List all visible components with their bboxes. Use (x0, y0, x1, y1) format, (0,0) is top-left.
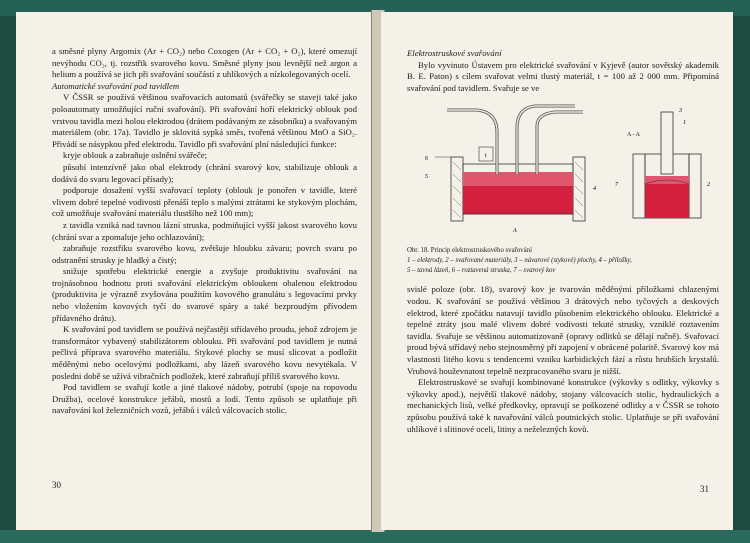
paragraph: Elektrostruskové se svařují kombinované konstrukce (výkovky s odlitky, výkovky s výkovky apod.), největší tlakové nádoby, stojany válcovacích stolic, hydraulických a mechanických lisů, velké předkovky, opravují se poškozené odlitky a v ČSSR se tohoto způsobu používá také k navařování válců poutnických stolic. Uplatňuje se při svařování uhlíkové i slitinové oceli, litiny a neželezných kovů. (407, 377, 719, 434)
figure-electroslag-welding (407, 102, 719, 237)
thickness-label: t (485, 153, 487, 160)
section-heading: Automatické svařování pod tavidlem (52, 80, 180, 91)
right-page-text (407, 284, 719, 435)
right-page (381, 12, 733, 530)
paragraph: z tavidla vzniká nad tavnou lázní struska, podmiňující vyšší jakost svarového kovu (chrání svar a zpomaluje jeho ochlazování); (52, 219, 357, 242)
paragraph: kryje oblouk a zabraňuje oslnění svářeče; (63, 150, 208, 161)
label-7: 7 (615, 182, 618, 189)
paragraph: působí intenzívně jako obal elektrody (chrání svarový kov, stabilizuje oblouk a dodává do svaru legovací přísady); (52, 161, 357, 184)
paragraph: K svařování pod tavidlem se používá nejčastěji střídavého proudu, jehož zdrojem je transformátor vybavený stabilizátorem oblouku. Při svařování pod tavidlem je nutná pečlivá příprava svarového materiálu. Stykové plochy se musí slicovat a podložit měděnými nebo ocelovými podložkami, aby lázeň svarového kovu nevytékala. V posledni době se užívá vibračních podložek, které zabraňují příliš svarového kovu. (52, 324, 357, 381)
weld-metal-zone (463, 182, 573, 214)
paragraph: podporuje dosažení vyšší svařovací teploty (oblouk je ponořen v tavidle, které vlivem dobré tepelné vodivosti přenáší teplo s malými ztrátami ke stykovým plochám, což umožňuje svařování materiálu tlustšího než 100 mm); (52, 185, 357, 219)
right-page-number: 31 (700, 484, 709, 494)
caption-title: Obr. 18. Princip elektrostruskového svařování (407, 247, 532, 255)
left-page-number: 30 (52, 480, 61, 490)
left-page (16, 12, 373, 530)
left-page-text (52, 46, 357, 417)
section-heading: Elektrostruskové svařování (407, 48, 502, 58)
paragraph: svislé poloze (obr. 18), svarový kov je tvarován měděnými příložkami chlazenými vodou. K svařování se používá většinou 3 drátových nebo tyčových a deskových elektrod, které zpočátku natavují tavidlo působením elektrického oblouku. Elektrické a tepelné ztráty jsou malé vlivem dobré vodivosti tekuté strusky, vzniklé roztavením tavidla. Svařuje se většinou automatizovaně (opravy odlitků se dělají ručně). Svařovací proud bývá střídavý nebo stejnosměrný při zapojení v obrácené polaritě. Svarový kov má vlastnosti litého kovu s tendencemi vzniku karbidických fází a růstu hrubších krystalů. Vrubová houževnatost tepelně nezpracovaného svaru je nižší. (407, 284, 719, 376)
label-3: 3 (679, 108, 682, 115)
cross-section-diagram (615, 108, 710, 218)
slag-zone (463, 172, 573, 186)
paragraph: V ČSSR se používá většinou svařovacích automatů (svářečky se staveji také jako poloautomaty umožňující ruční svařování). Při svařování hoří elektrický oblouk pod vrstvou tavidla mezi holou elektrodou (drátem podávaným ze zásobníku) a svařovaným materiálem (obr. 17a). Tavidlo je sklovitá sypká směs, tvořená většinou MnO a SiO₂. Přivádí se násypkou před elektrodu. Tavidlo při svařování plní následující funkce: (52, 92, 357, 149)
section-arrow-label: A (513, 228, 517, 235)
paragraph: zabraňuje rozstřiku svarového kovu, zvětšuje hloubku závaru; povrch svaru po odstranění strusky je hladký a čistý; (52, 243, 357, 265)
welding-assembly-diagram (425, 106, 596, 234)
figure-caption (407, 246, 719, 276)
label-6: 6 (425, 156, 428, 163)
caption-line-1: 1 – elektrody, 2 – svařované materiály, 3 – návarové (stykové) plochy, 4 – příložky, (407, 257, 632, 265)
paragraph: a směsné plyny Argomix (Ar + CO₂) nebo Coxogen (Ar + CO₂ + O₂), které omezují nevýhodu CO₂, tj. rozstřik svarového kovu. Směsné plyny jsou levnější než argon a helium a používá se jich při svařování součástí z uhlíkových a nízkolegovaných ocelí. (52, 46, 357, 80)
label-5: 5 (425, 174, 428, 181)
section-label: A - A (627, 132, 641, 139)
label-2: 2 (707, 182, 710, 189)
label-4: 4 (593, 186, 596, 193)
caption-line-2: 5 – tavná lázeň, 6 – roztavená struska, 7 – svarový kov (407, 267, 556, 275)
paragraph: Pod tavidlem se svařují kotle a jiné tlakové nádoby, potrubí (spoje na ropovodu Družba), ocelové konstrukce jeřábů, mostů a lodí. Tento způsob se uplatňuje při navařování kol železničních vozů, jeřábů i válců válcovacích stolic. (52, 382, 357, 416)
label-1: 1 (683, 120, 686, 127)
paragraph: snižuje spotřebu elektrické energie a zvyšuje produktivitu svařování na trojnásobnou hodnotu proti svařování elektrickým obloukem obalenou elektrodou (produktivita je výrazně zvyšována použitím kovového granulátu s legovacími prvky nebo vložením kovových tyčí do svarové spáry a také bezproudým přívodem přídavného drátu). (52, 266, 357, 323)
intro-paragraph: Bylo vyvinuto Ústavem pro elektrické svařování v Kyjevě (autor sovětský akademik B. E. Paton) s cílem svařovat velmi tlustý materiál, t = 100 až 2 000 mm. Připomíná svařování pod tavidlem. Svařuje se ve (407, 59, 719, 93)
